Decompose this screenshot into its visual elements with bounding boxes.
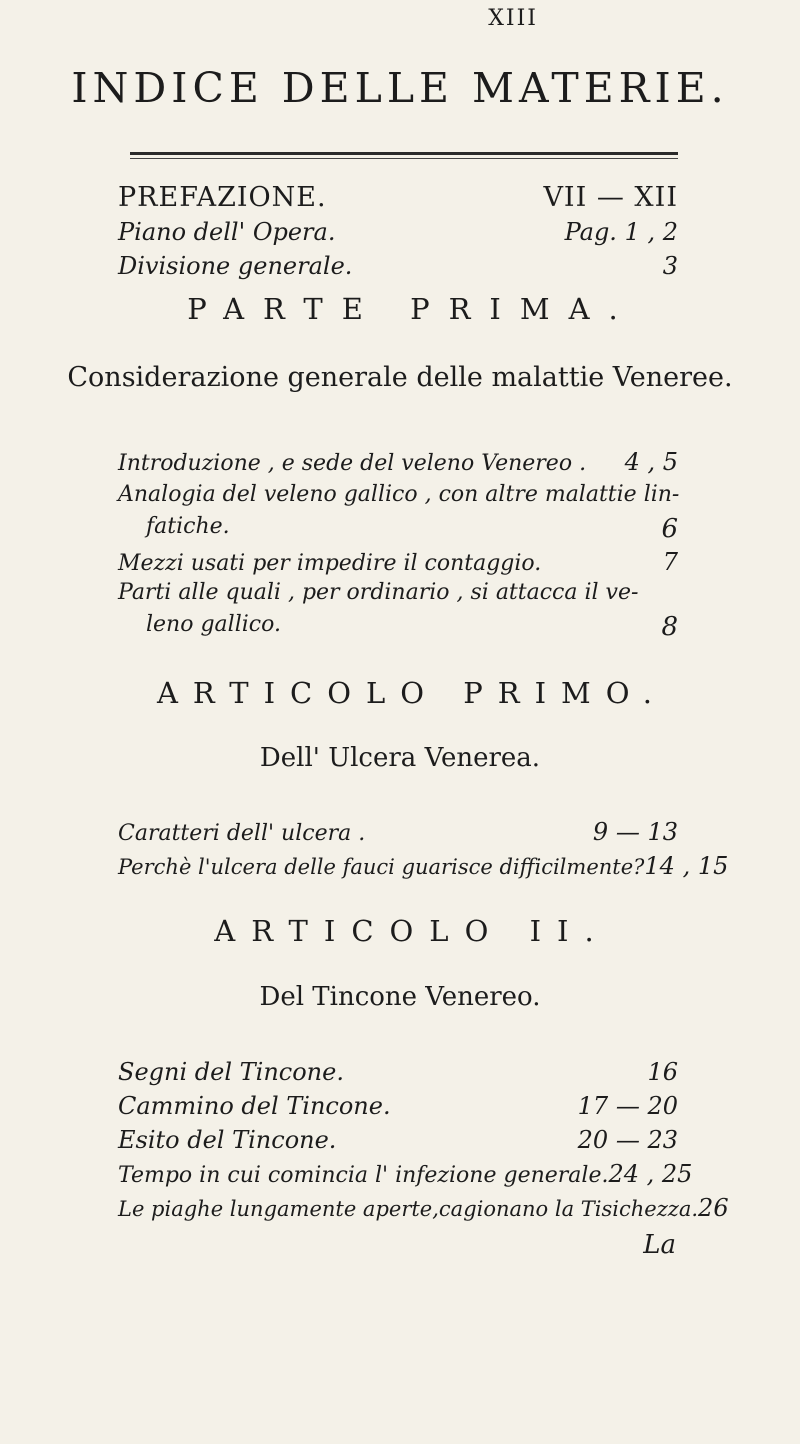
- entry-pages: 26: [698, 1194, 729, 1222]
- page-number: XIII: [488, 6, 538, 31]
- entry-text: Mezzi usati per impedire il contaggio.: [118, 551, 542, 576]
- entry-text: Le piaghe lungamente aperte,cagionano la Tisichezza.: [118, 1197, 699, 1221]
- articolo1-entry: [118, 852, 729, 880]
- entry-pages: 4 , 5: [624, 448, 678, 476]
- title-rule-thin: [130, 158, 678, 159]
- entry-text: Cammino del Tincone.: [118, 1092, 391, 1120]
- parte-entry: [118, 548, 678, 576]
- articolo2-subheading: Del Tincone Venereo.: [259, 982, 541, 1012]
- title-rule-thick: [130, 152, 678, 155]
- articolo2-entry: [118, 1160, 693, 1188]
- entry-text: Analogia del veleno gallico , con altre malattie lin-: [118, 482, 680, 507]
- catchword: La: [643, 1230, 676, 1260]
- entry-pages: 17 — 20: [577, 1092, 678, 1120]
- entry-text: Segni del Tincone.: [118, 1058, 344, 1086]
- prefazione-row: [118, 182, 678, 213]
- entry-text: Esito del Tincone.: [118, 1126, 337, 1154]
- entry-text: Parti alle quali , per ordinario , si attacca il ve-: [118, 580, 639, 605]
- articolo1-heading: ARTICOLO PRIMO.: [156, 676, 668, 710]
- articolo2-entry: [118, 1194, 729, 1222]
- prefazione-entry: [118, 252, 678, 280]
- parte-entry: [118, 448, 678, 476]
- prefazione-label: PREFAZIONE.: [118, 182, 327, 213]
- entry-pages: 16: [647, 1058, 678, 1086]
- entry-text: Divisione generale.: [118, 252, 353, 280]
- entry-pages: 14 , 15: [644, 852, 729, 880]
- entry-pages: Pag. 1 , 2: [564, 218, 678, 246]
- entry-text-cont: leno gallico.: [146, 612, 281, 637]
- articolo2-entry: [118, 1126, 678, 1154]
- entry-text: Tempo in cui comincia l' infezione generale.: [118, 1163, 609, 1188]
- entry-pages: 24 , 25: [608, 1160, 693, 1188]
- entry-text: Piano dell' Opera.: [118, 218, 336, 246]
- articolo2-entry: [118, 1092, 678, 1120]
- entry-pages: 3: [662, 252, 678, 280]
- entry-pages: 8: [661, 612, 678, 642]
- entry-text: Perchè l'ulcera delle fauci guarisce difficilmente?: [118, 855, 645, 879]
- entry-pages: 6: [661, 514, 678, 544]
- articolo1-subheading: Dell' Ulcera Venerea.: [259, 743, 541, 773]
- entry-pages: 7: [662, 548, 678, 576]
- parte-subheading: Considerazione generale delle malattie Veneree.: [67, 362, 733, 393]
- prefazione-pages: VII — XII: [543, 182, 678, 213]
- articolo2-heading: ARTICOLO II.: [214, 914, 610, 948]
- prefazione-entry: [118, 218, 678, 246]
- articolo2-entry: [118, 1058, 678, 1086]
- page-title: INDICE DELLE MATERIE.: [71, 64, 729, 112]
- parte-heading: PARTE PRIMA.: [187, 292, 637, 326]
- entry-text: Introduzione , e sede del veleno Venereo .: [118, 451, 587, 476]
- entry-pages: 20 — 23: [577, 1126, 678, 1154]
- entry-pages: 9 — 13: [592, 818, 678, 846]
- entry-text: Caratteri dell' ulcera .: [118, 821, 366, 846]
- entry-text-cont: fatiche.: [146, 514, 230, 539]
- articolo1-entry: [118, 818, 678, 846]
